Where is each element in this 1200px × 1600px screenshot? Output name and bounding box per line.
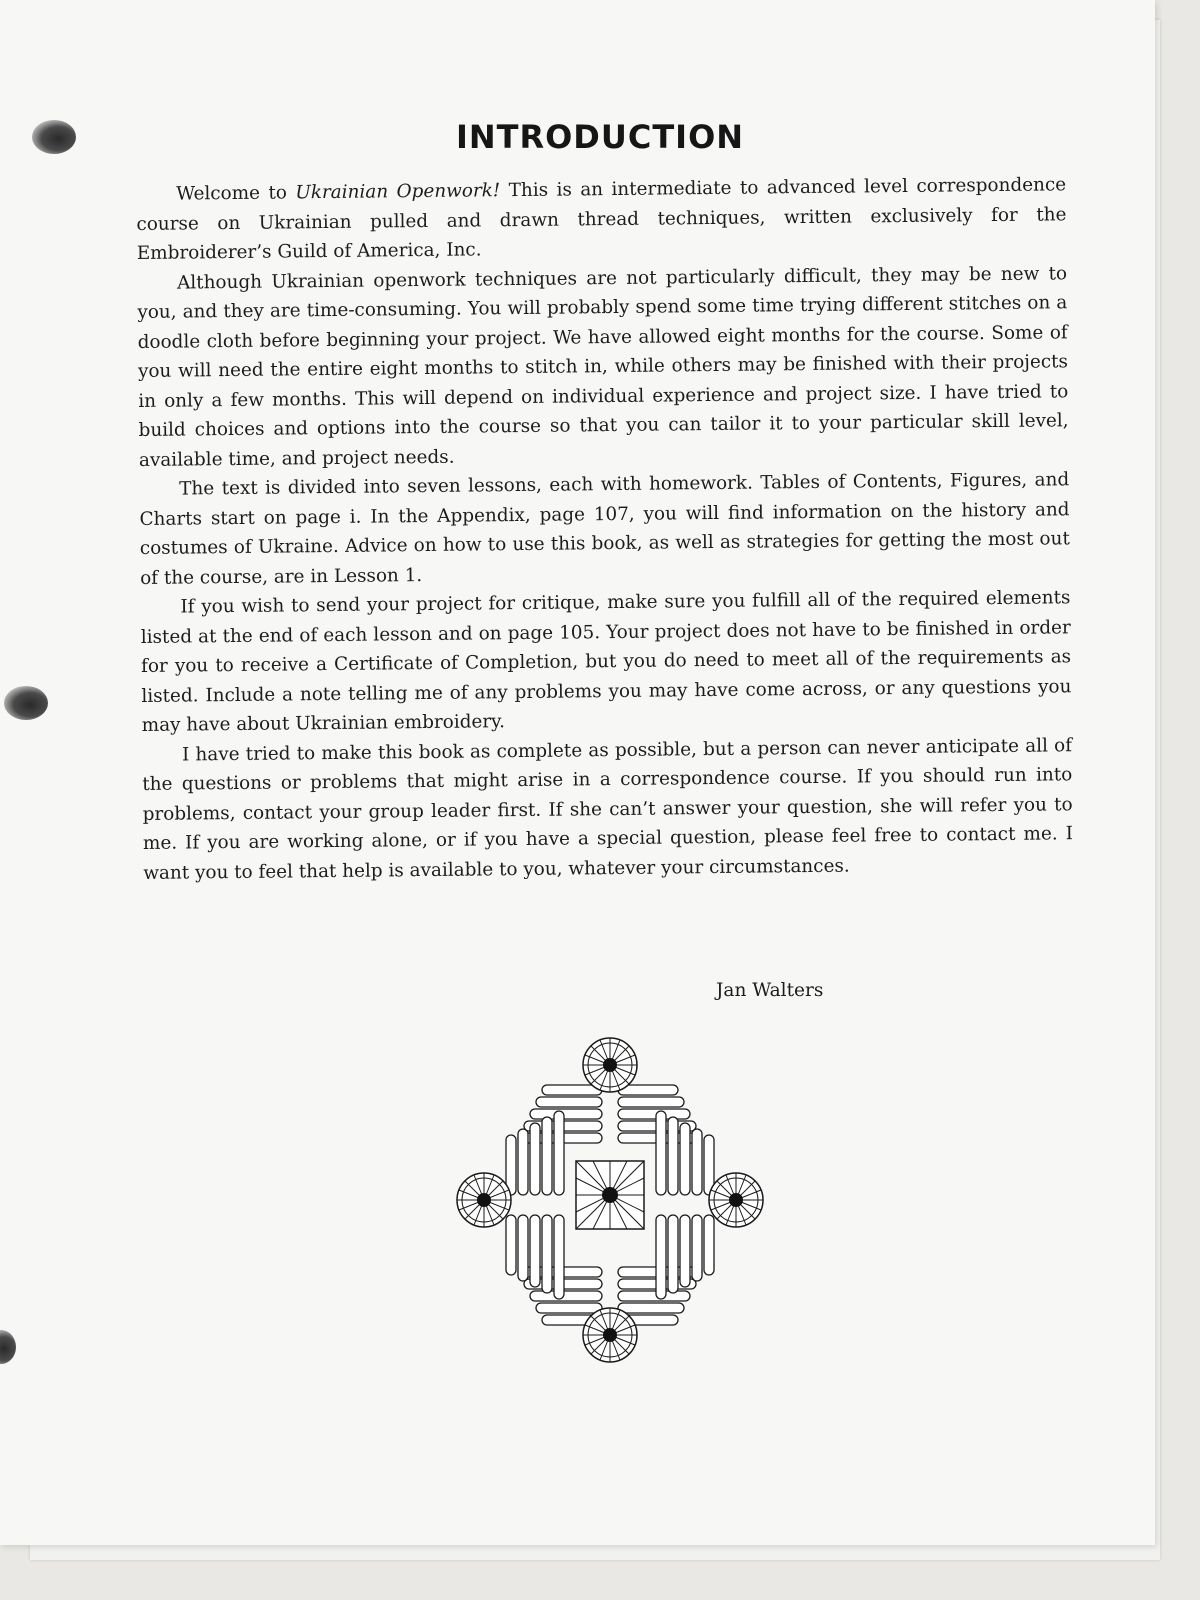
introduction-body	[136, 170, 1073, 888]
paragraph-welcome	[136, 170, 1067, 268]
paragraph-critique: If you wish to send your project for critique, make sure you fulfill all of the required elements listed at the end of each lesson and on page 105. Your project does not have to be finished in order for you to receive a Certificate of Completion, but you do need to meet all of the requirements as listed. Include a note telling me of any problems you may have come across, or any questions you may have about Ukrainian embroidery.	[140, 587, 1072, 736]
welcome-rest: This is an intermediate to advanced level correspondence course on Ukrainian pulled and drawn thread techniques, written exclusively for the Embroiderer’s Guild of America, Inc.	[136, 174, 1067, 264]
paragraph-help: I have tried to make this book as complete as possible, but a person can never anticipate all of the questions or problems that might arise in a correspondence course. If you should run into problems, contact your group leader first. If she can’t answer your question, she will refer you to me. If you are working alone, or if you have a special question, please feel free to contact me. I want you to feel that help is available to you, whatever your circumstances.	[142, 734, 1074, 884]
paragraph-techniques: Although Ukrainian openwork techniques are not particularly difficult, they may be new to you, and they are time-consuming. You will probably spend some time trying different stitches on a doodle cloth before beginning your project. We have allowed eight months for the course. Some of you will need the entire eight months to stitch in, while others may be finished with their projects in only a few months. This will depend on individual experience and project size. I have tried to build choices and options into the course so that you can tailor it to your particular skill level, available time, and project needs.	[137, 262, 1069, 471]
page-title: INTRODUCTION	[455, 118, 745, 156]
paragraph-structure: The text is divided into seven lessons, each with homework. Tables of Contents, Figures, and Charts start on page i. In the Appendix, page 107, you will find information on the history and costumes of Ukraine. Advice on how to use this book, as well as strategies for getting the most out of the course, are in Lesson 1.	[139, 469, 1070, 589]
punch-hole	[0, 1330, 16, 1364]
punch-hole	[4, 686, 48, 720]
embroidery-star-ornament-icon	[450, 1035, 770, 1375]
welcome-lead: Welcome to	[176, 182, 296, 205]
course-title-italic: Ukrainian Openwork!	[295, 180, 501, 204]
author-signature: Jan Walters	[716, 980, 824, 1001]
